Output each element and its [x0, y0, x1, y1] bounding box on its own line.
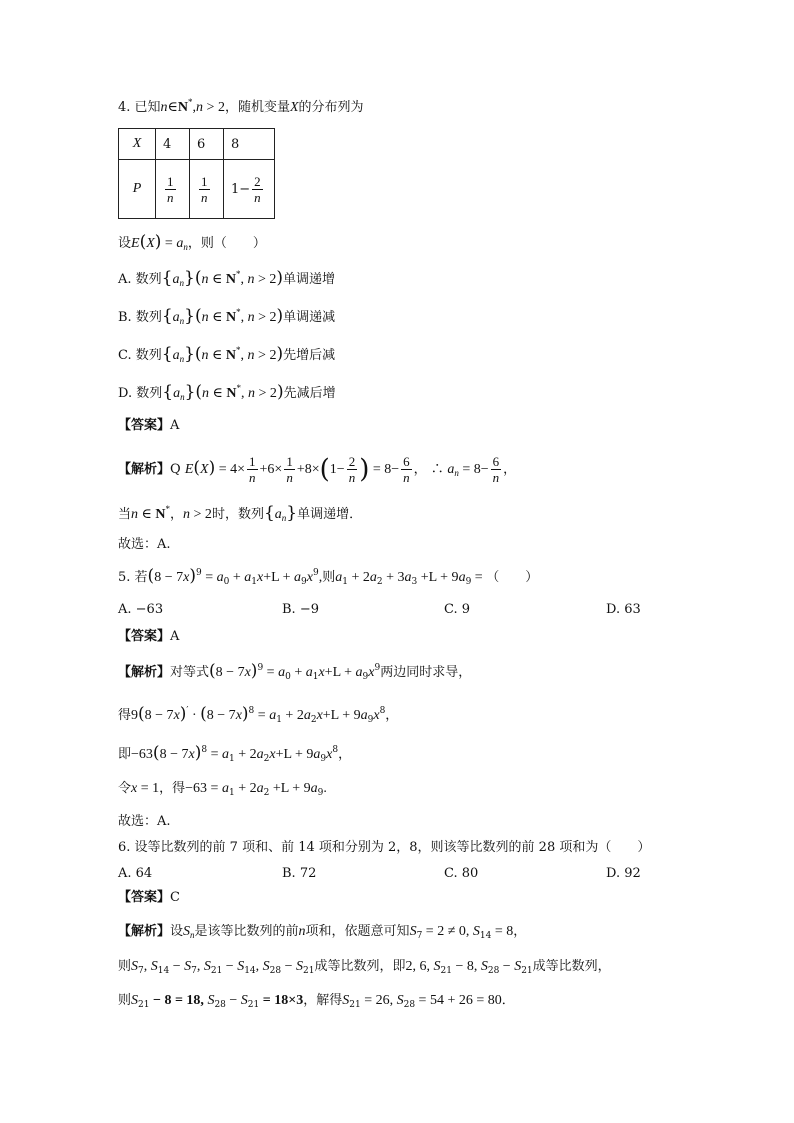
- q6-stem: 6. 设等比数列的前 7 项和、前 14 项和分别为 2，8，则该等比数列的前 28 项和为（ ）: [118, 840, 651, 855]
- q6-option-d: D. 92: [606, 866, 641, 881]
- table-prob-label: P: [119, 160, 156, 219]
- q5-choose: 故选：A.: [118, 814, 171, 829]
- q5-analysis-line1: 【解析】对等式$(8 - 7x)^9 = a_0 + a_1x+L + a_9x^9$两边同时求导，: [118, 661, 472, 682]
- q6-option-a: A. 64: [118, 866, 153, 881]
- q4-choose: 故选：A.: [118, 537, 171, 552]
- q4-option-b: B. 数列$\{a_n\}(n$ ∈ N*, n > 2)单调递减: [118, 306, 336, 326]
- q5-option-d: D. 63: [606, 602, 641, 617]
- q4-setting: 设$E(X) = a_n$，则（ ）: [118, 232, 266, 252]
- q5-analysis-line4: 令x = 1，得$-63 = a_1 + 2a_2 +L + 9a_9$.: [118, 781, 327, 798]
- q6-option-b: B. 72: [282, 866, 317, 881]
- distribution-table: [118, 128, 275, 219]
- q6-option-c: C. 80: [444, 866, 479, 881]
- table-row: [119, 129, 275, 160]
- q5-option-c: C. 9: [444, 602, 471, 617]
- q4-answer: 【答案】A: [118, 418, 180, 433]
- q6-analysis-line1: 【解析】设$S_n$是该等比数列的前n项和，依题意可知$S_7 = 2 \ne 0$, $S_{14} = 8$，: [118, 924, 527, 941]
- q6-analysis-line3: 则$S_{21} - 8 = 18$, $S_{28} - S_{21} = 18\times 3$，解得$S_{21} = 26$, $S_{28} = 54 + 26 = 80$．: [118, 993, 515, 1010]
- q5-stem: 5. 若$(8 - 7x)^9 = a_0 + a_1x+L + a_9x^9$,则$a_1 + 2a_2 + 3a_3 +L + 9a_9$ = （ ）: [118, 566, 539, 587]
- table-row: [119, 160, 275, 219]
- q4-stem: 4. 已知n∈N*,n > 2，随机变量X的分布列为: [118, 97, 364, 115]
- q5-analysis-line3: 即$-63(8 - 7x)^8 = a_1 + 2a_2x+L + 9a_9x^8$，: [118, 743, 352, 764]
- q5-answer: 【答案】A: [118, 629, 180, 644]
- table-prob-1: $\frac{1}{n}$: [156, 160, 190, 219]
- q5-option-a: A. −63: [118, 602, 164, 617]
- q6-answer: 【答案】C: [118, 890, 180, 905]
- table-prob-2: $\frac{1}{n}$: [190, 160, 224, 219]
- table-header-x: X: [119, 129, 156, 160]
- table-prob-3: 1− $\frac{2}{n}$: [224, 160, 275, 219]
- q4-analysis: 【解析】Q E(X) = 4× $\frac{1}{n}$ +6× $\frac{1}{n}$ +8×(1− $\frac{2}{n}$ ) = 8− $\frac{6}{n}$ ， ∴ $a_n = 8-$ $\frac{6}{n}$ ，: [118, 454, 517, 485]
- table-value-8: 8: [224, 129, 275, 160]
- q4-when: 当n ∈ N*，n > 2时，数列$\{a_n\}$单调递增．: [118, 503, 363, 523]
- q5-option-b: B. −9: [282, 602, 319, 617]
- q5-analysis-line2: 得$9(8 - 7x)' \cdot (8 - 7x)^8 = a_1 + 2a_2x+L + 9a_9x^8$，: [118, 704, 399, 725]
- q6-analysis-line2: 则$S_7$, $S_{14} - S_7$, $S_{21} - S_{14}$, $S_{28} - S_{21}$成等比数列，即2, 6, $S_{21} - 8$, $S_{28} - S_{21}$成等比数列，: [118, 959, 611, 976]
- table-value-4: 4: [156, 129, 190, 160]
- q4-option-d: D. 数列$\{a_n\}(n$ ∈ N*, n > 2)先减后增: [118, 382, 336, 402]
- q4-option-a: A. 数列$\{a_n\}(n$ ∈ N*, n > 2)单调递增: [118, 268, 336, 288]
- table-value-6: 6: [190, 129, 224, 160]
- q4-option-c: C. 数列$\{a_n\}(n$ ∈ N*, n > 2)先增后减: [118, 344, 336, 364]
